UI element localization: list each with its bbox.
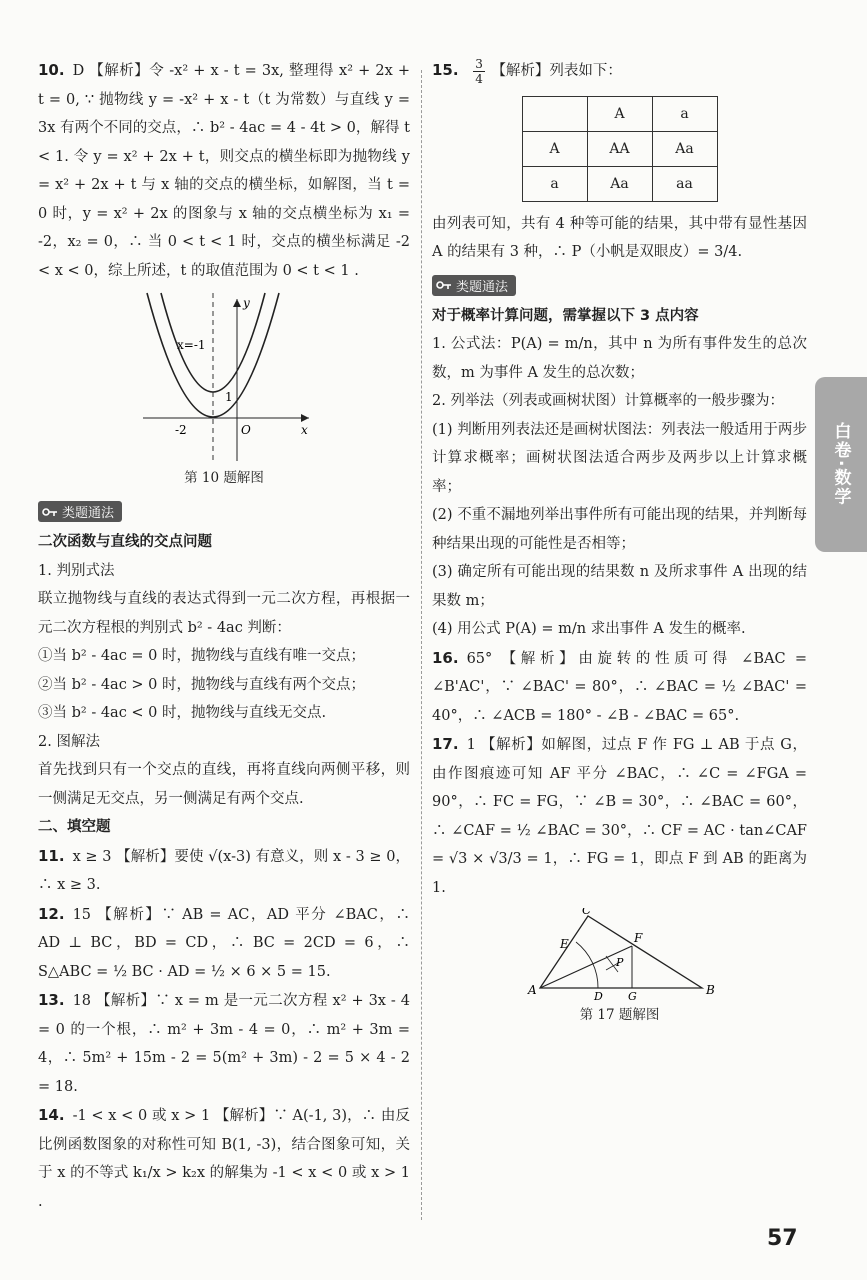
question-number: 15.	[432, 61, 459, 79]
table-cell: A	[522, 131, 587, 166]
y-axis-label: y	[243, 296, 250, 310]
key-icon	[436, 278, 452, 292]
answer-fraction	[473, 57, 485, 86]
table-row	[522, 96, 717, 131]
question-number: 14.	[38, 1106, 65, 1124]
question-number: 11.	[38, 846, 65, 865]
table-cell: aa	[652, 166, 717, 201]
tip-line: 联立抛物线与直线的表达式得到一元二次方程，再根据一元二次方程根的判别式 b² - 4ac 判断：	[38, 591, 410, 636]
label-A: A	[527, 983, 537, 997]
column-divider	[421, 70, 422, 1220]
label-D: D	[593, 990, 603, 1000]
tip-badge	[432, 275, 516, 296]
table-cell: Aa	[587, 166, 652, 201]
section-heading: 二、填空题	[38, 819, 111, 835]
tip-line: ①当 b² - 4ac = 0 时，抛物线与直线有唯一交点；	[38, 648, 366, 664]
left-column	[38, 56, 410, 1216]
line-label: x=-1	[177, 338, 206, 352]
origin-label: O	[241, 423, 251, 437]
table-cell	[522, 96, 587, 131]
question-15-conclusion: 由列表可知，共有 4 种等可能的结果，其中带有显性基因 A 的结果有 3 种，∴ P（小帆是双眼皮）= 3/4.	[432, 215, 807, 260]
question-16	[432, 644, 807, 731]
fraction-denominator: 4	[475, 71, 483, 86]
question-text: 65° 【解析】由旋转的性质可得 ∠BAC = ∠B'AC'，∵ ∠BAC' = 80°，∴ ∠BAC = ½ ∠BAC' = 40°，∴ ∠ACB = 180° - ∠B - ∠BAC = 65°.	[432, 650, 807, 724]
tip-line: 2. 列举法（列表或画树状图）计算概率的一般步骤为：	[432, 393, 784, 409]
label-E: E	[559, 937, 569, 951]
label-P: P	[615, 956, 623, 969]
question-15	[432, 56, 807, 86]
question-number: 17.	[432, 735, 459, 753]
question-text: -1 < x < 0 或 x > 1 【解析】∵ A(-1, 3)，∴ 由反比例函数图象的对称性可知 B(1, -3)，结合图象可知，关于 x 的不等式 k₁/x > k₂x 的解集为 -1 < x < 0 或 x > 1 .	[38, 1108, 410, 1210]
table-cell: Aa	[652, 131, 717, 166]
question-text: 18 【解析】∵ x = m 是一元二次方程 x² + 3x - 4 = 0 的一个根，∴ m² + 3m - 4 = 0，∴ m² + 3m = 4，∴ 5m² + 15m - 2 = 5(m² + 3m) - 2 = 5 × 4 - 2 = 18.	[38, 993, 410, 1095]
table-cell: a	[522, 166, 587, 201]
tip-line: (3) 确定所有可能出现的结果数 n 及所求事件 A 出现的结果数 m；	[432, 564, 807, 609]
label-B: B	[705, 983, 715, 997]
label-F: F	[633, 931, 642, 945]
right-column	[432, 56, 807, 1030]
question-text: D 【解析】令 -x² + x - t = 3x, 整理得 x² + 2x + t = 0, ∵ 抛物线 y = -x² + x - t（t 为常数）与直线 y = 3x 有两个不同的交点，∴ b² - 4ac = 4 - 4t > 0，解得 t < 1. 令 y = x² + 2x + t，则交点的横坐标即为抛物线 y = x² + 2x + t 与 x 轴的交点的横坐标，如解图，当 t = 0 时，y = x² + 2x 的图象与 x 轴的交点横坐标为 x₁ = -2，x₂ = 0，∴ 当 0 < t < 1 时，交点的横坐标满足 -2 < x < 0，综上所述，t 的取值范围为 0 < t < 1 .	[38, 63, 410, 279]
label-C: C	[581, 908, 591, 917]
question-number: 12.	[38, 904, 65, 923]
question-10	[38, 56, 410, 285]
figure-caption: 第 10 题解图	[184, 470, 264, 486]
tip-line: (4) 用公式 P(A) = m/n 求出事件 A 发生的概率.	[432, 621, 746, 637]
page-number: 57	[767, 1226, 798, 1251]
tip-line: 首先找到只有一个交点的直线，再将直线向两侧平移，则一侧满足无交点，另一侧满足有两个交点.	[38, 762, 410, 807]
figure-caption: 第 17 题解图	[579, 1007, 660, 1023]
question-12	[38, 900, 410, 987]
figure-q17	[432, 908, 807, 1026]
figure-q10	[38, 291, 410, 489]
x-axis-label: x	[301, 423, 308, 437]
question-text: x ≥ 3 【解析】要使 √(x-3) 有意义，则 x - 3 ≥ 0，∴ x ≥ 3.	[38, 848, 410, 893]
probability-table	[522, 96, 718, 202]
tip-line: 1. 公式法：P(A) = m/n，其中 n 为所有事件发生的总次数，m 为事件 A 发生的总次数；	[432, 336, 807, 381]
triangle-diagram	[520, 908, 720, 1000]
tip-title: 对于概率计算问题，需掌握以下 3 点内容	[432, 307, 699, 324]
parabola-graph	[129, 291, 319, 463]
tip-line: 1. 判别式法	[38, 562, 115, 579]
tick-neg2: -2	[175, 423, 187, 437]
tip-line: (1) 判断用列表法还是画树状图法：列表法一般适用于两步计算求概率；画树状图法适合两步及两步以上计算求概率；	[432, 421, 807, 495]
question-11	[38, 842, 410, 900]
question-number: 16.	[432, 648, 459, 667]
tip-line: ③当 b² - 4ac < 0 时，抛物线与直线无交点.	[38, 705, 327, 721]
question-number: 13.	[38, 991, 65, 1009]
question-17	[432, 730, 807, 902]
fraction-numerator: 3	[475, 56, 483, 71]
table-row	[522, 131, 717, 166]
question-text: 1 【解析】如解图，过点 F 作 FG ⊥ AB 于点 G，由作图痕迹可知 AF 平分 ∠BAC，∴ ∠C = ∠FGA = 90°，∴ FC = FG，∵ ∠B = 30°，∴ ∠BAC = 60°，∴ ∠CAF = ½ ∠BAC = 30°，∴ CF = AC · tan∠CAF = √3 × √3/3 = 1，∴ FG = 1，即点 F 到 AB 的距离为 1.	[432, 737, 807, 896]
tip-line: ②当 b² - 4ac > 0 时，抛物线与直线有两个交点；	[38, 676, 366, 693]
question-number: 10.	[38, 61, 65, 79]
tip-title: 二次函数与直线的交点问题	[38, 534, 212, 550]
table-cell: A	[587, 96, 652, 131]
tip-badge-label: 类题通法	[456, 279, 509, 295]
question-text: 15 【解析】∵ AB = AC，AD 平分 ∠BAC，∴ AD ⊥ BC，BD = CD，∴ BC = 2CD = 6，∴ S△ABC = ½ BC · AD = ½ × 6 × 5 = 15.	[38, 906, 410, 980]
question-13	[38, 986, 410, 1101]
tip-line: (2) 不重不漏地列举出事件所有可能出现的结果，并判断每种结果出现的可能性是否相等；	[432, 507, 807, 552]
table-cell: a	[652, 96, 717, 131]
table-cell: AA	[587, 131, 652, 166]
key-icon	[42, 505, 58, 519]
question-14	[38, 1101, 410, 1216]
label-G: G	[627, 990, 637, 1000]
side-tab-label: 白卷·数学	[830, 422, 851, 507]
tick-1: 1	[225, 390, 233, 404]
table-row	[522, 166, 717, 201]
tip-badge-label: 类题通法	[62, 506, 115, 521]
question-text: 【解析】列表如下：	[491, 63, 622, 79]
tip-line: 2. 图解法	[38, 733, 100, 750]
tip-badge	[38, 501, 122, 522]
subject-side-tab	[815, 377, 867, 552]
